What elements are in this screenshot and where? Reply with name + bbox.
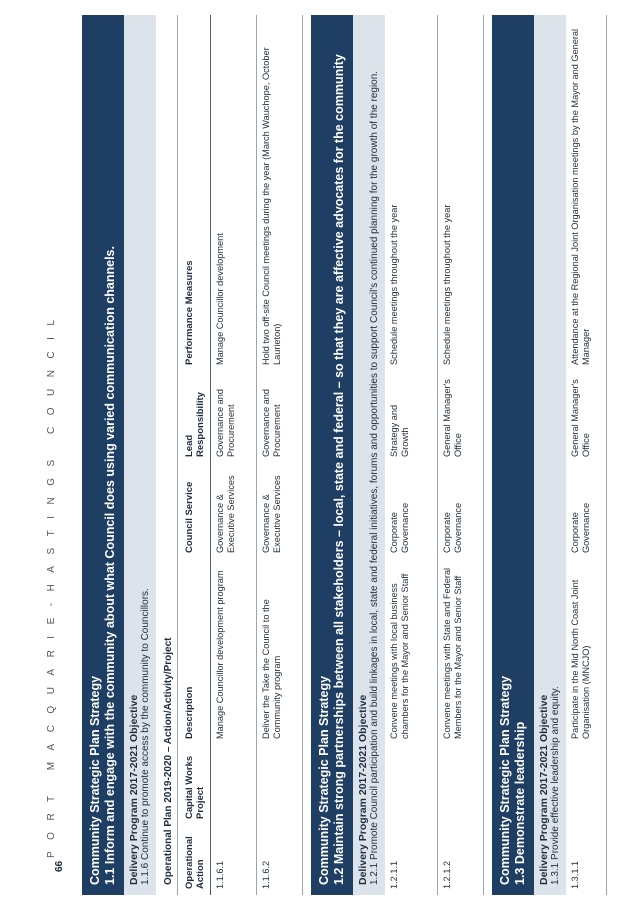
service-cell: Governance & Executive Services xyxy=(211,463,257,559)
dp-label: Delivery Program 2017-2021 Objective xyxy=(538,694,550,885)
action-cell: 1.1.6.1 xyxy=(211,825,257,895)
measures-cell: Hold two off-site Council meetings during the year (March Wauchope, October Laurieton) xyxy=(257,15,303,371)
table-row xyxy=(385,15,438,895)
lead-cell: General Manager's Office xyxy=(438,371,484,463)
measures-cell: Manage Councillor development xyxy=(211,15,257,371)
description-cell: Manage Councillor development program xyxy=(211,559,257,745)
capital-cell xyxy=(385,745,438,825)
header-description: Description xyxy=(178,559,211,745)
lead-cell: General Manager's Office xyxy=(566,371,607,463)
description-cell: Convene meetings with State and Federal Members for the Mayor and Senior Staff xyxy=(438,559,484,745)
csp-title: 1.2 Maintain strong partnerships between all stakeholders – local, state and federal – so that they are affective advocates for the community xyxy=(332,54,346,885)
description-cell: Participate in the Mid North Coast Joint Organisation (MNCJO) xyxy=(566,559,607,745)
header-council-service: Council Service xyxy=(178,463,211,559)
service-cell: Governance & Executive Services xyxy=(257,463,303,559)
action-cell: 1.2.1.1 xyxy=(385,825,438,895)
action-table-1-3 xyxy=(566,15,607,895)
dp-objective-band-1-1-6 xyxy=(124,15,156,895)
service-cell: Corporate Governance xyxy=(438,463,484,559)
description-cell: Convene meetings with local business chambers for the Mayor and Senior Staff xyxy=(385,559,438,745)
csp-strategy-band-1-2 xyxy=(311,15,353,895)
table-row xyxy=(257,15,303,895)
capital-cell xyxy=(257,745,303,825)
table-header-row xyxy=(178,15,211,895)
lead-cell: Governance and Procurement xyxy=(211,371,257,463)
dp-text: 1.1.6 Continue to promote access by the community to Councillors. xyxy=(140,588,151,885)
measures-cell: Schedule meetings throughout the year xyxy=(438,15,484,371)
header-performance-measures: Performance Measures xyxy=(178,15,211,371)
rotated-page-content xyxy=(82,15,606,895)
dp-text: 1.2.1 Promote Council participation and build linkages in local, state and federal initiatives, forums and opportunities to support Council's continued planning for the growth of the region. xyxy=(369,70,380,885)
capital-cell xyxy=(438,745,484,825)
csp-label: Community Strategic Plan Strategy xyxy=(317,675,331,885)
action-cell: 1.1.6.2 xyxy=(257,825,303,895)
dp-objective-band-1-3-1 xyxy=(534,15,566,895)
lead-cell: Governance and Procurement xyxy=(257,371,303,463)
csp-label: Community Strategic Plan Strategy xyxy=(498,675,512,885)
capital-cell xyxy=(211,745,257,825)
capital-cell xyxy=(566,745,607,825)
action-table-1-2 xyxy=(385,15,484,895)
csp-label: Community Strategic Plan Strategy xyxy=(88,675,102,885)
csp-strategy-band-1-3 xyxy=(492,15,534,895)
dp-label: Delivery Program 2017-2021 Objective xyxy=(357,694,369,885)
dp-label: Delivery Program 2017-2021 Objective xyxy=(128,694,140,885)
table-row xyxy=(438,15,484,895)
csp-title: 1.3 Demonstrate leadership xyxy=(513,721,527,885)
action-cell: 1.3.1.1 xyxy=(566,825,607,895)
table-row xyxy=(566,15,607,895)
table-row xyxy=(211,15,257,895)
page-number: 66 xyxy=(54,860,65,872)
council-brand: PORT MACQUARIE-HASTINGS COUNCIL xyxy=(46,308,57,858)
action-cell: 1.2.1.2 xyxy=(438,825,484,895)
measures-cell: Attendance at the Regional Joint Organisation meetings by the Mayor and General Manager xyxy=(566,15,607,371)
header-operational-action: Operational Action xyxy=(178,825,211,895)
description-cell: Deliver the Take the Council to the Community program xyxy=(257,559,303,745)
action-table-1-1 xyxy=(178,15,303,895)
operational-plan-heading: Operational Plan 2019-2020 – Action/Activity/Project xyxy=(156,15,178,895)
measures-cell: Schedule meetings throughout the year xyxy=(385,15,438,371)
csp-strategy-band-1-1 xyxy=(82,15,124,895)
csp-title: 1.1 Inform and engage with the community about what Council does using varied communication channels. xyxy=(103,246,117,885)
service-cell: Corporate Governance xyxy=(385,463,438,559)
dp-text: 1.3.1 Provide effective leadership and equity. xyxy=(550,686,561,885)
dp-objective-band-1-2-1 xyxy=(353,15,385,895)
service-cell: Corporate Governance xyxy=(566,463,607,559)
header-capital-works: Capital Works Project xyxy=(178,745,211,825)
header-lead-responsibility: Lead Responsibility xyxy=(178,371,211,463)
lead-cell: Strategy and Growth xyxy=(385,371,438,463)
